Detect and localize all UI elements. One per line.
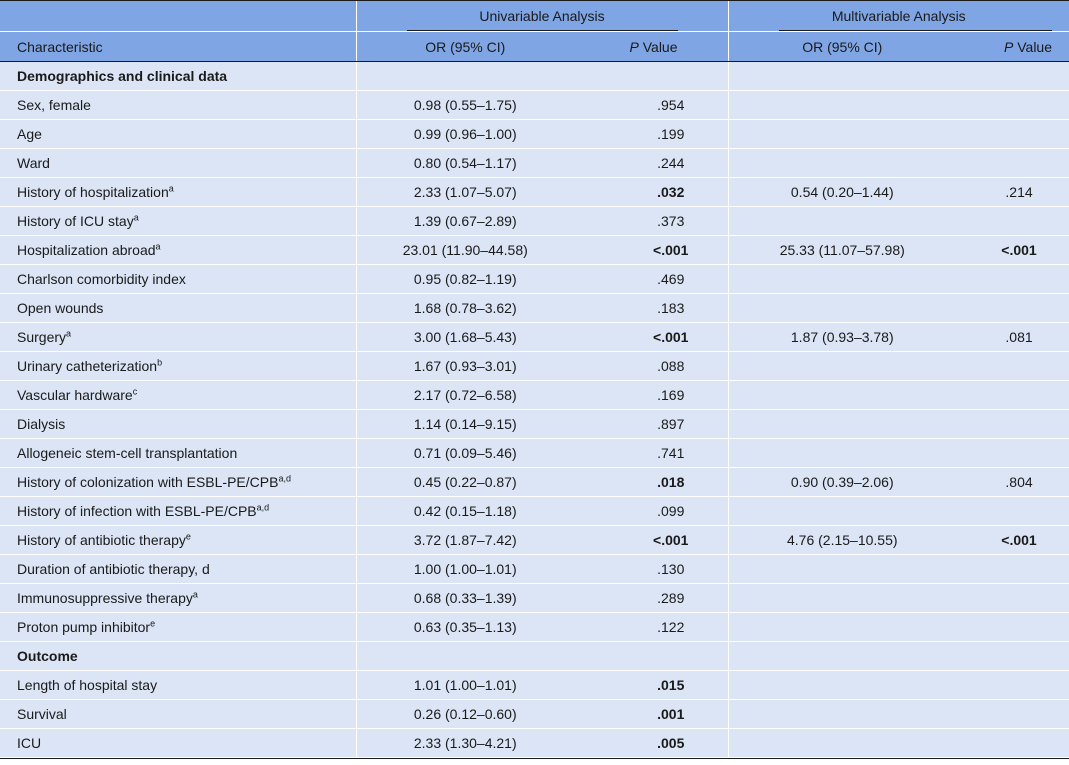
univariable-or-cell [356, 642, 574, 671]
characteristic-cell: History of hospitalization$^a$ [0, 178, 356, 207]
multivariable-p-cell [956, 381, 1069, 410]
univariable-or-cell: 0.26 (0.12–0.60) [356, 700, 574, 729]
characteristic-cell: Duration of antibiotic therapy, d [0, 555, 356, 584]
characteristic-cell: Age [0, 120, 356, 149]
univariable-p-cell: .183 [574, 294, 728, 323]
multivariable-p-cell [956, 700, 1069, 729]
table-row [0, 149, 1069, 178]
characteristic-cell: Immunosuppressive therapy$^a$ [0, 584, 356, 613]
footnote-marker: e [150, 618, 156, 629]
multivariable-or-cell [728, 265, 956, 294]
multivariable-p-cell [956, 671, 1069, 700]
table-row [0, 410, 1069, 439]
univariable-p-cell: .088 [574, 352, 728, 381]
univariable-or-cell: 2.33 (1.07–5.07) [356, 178, 574, 207]
section-row [0, 642, 1069, 671]
section-label: Outcome [0, 642, 356, 671]
characteristic-cell: Survival [0, 700, 356, 729]
univariable-p-cell: .199 [574, 120, 728, 149]
univariable-or-cell: 0.45 (0.22–0.87) [356, 468, 574, 497]
multivariable-or-cell: 25.33 (11.07–57.98) [728, 236, 956, 265]
table-row [0, 700, 1069, 729]
univariable-or-cell: 0.42 (0.15–1.18) [356, 497, 574, 526]
characteristic-cell: Open wounds [0, 294, 356, 323]
multivariable-p-cell [956, 584, 1069, 613]
univariable-p-cell: .469 [574, 265, 728, 294]
table-row [0, 671, 1069, 700]
characteristic-cell: Vascular hardware$^c$ [0, 381, 356, 410]
univariable-p-cell: .373 [574, 207, 728, 236]
characteristic-cell: Dialysis [0, 410, 356, 439]
multivariable-or-cell [728, 352, 956, 381]
univariable-or-cell: 0.63 (0.35–1.13) [356, 613, 574, 642]
characteristic-cell: Allogeneic stem-cell transplantation [0, 439, 356, 468]
table-row [0, 381, 1069, 410]
characteristic-cell: History of colonization with ESBL-PE/CPB$^{a,d}$ [0, 468, 356, 497]
characteristic-cell: Ward [0, 149, 356, 178]
univariable-p-cell: .169 [574, 381, 728, 410]
multivariable-p-cell [956, 62, 1069, 91]
univariable-or-cell: 1.14 (0.14–9.15) [356, 410, 574, 439]
multivariable-p-cell [956, 207, 1069, 236]
characteristic-cell: ICU [0, 729, 356, 758]
multivariable-or-cell [728, 149, 956, 178]
multivariable-p-cell [956, 613, 1069, 642]
multivariable-p-cell [956, 439, 1069, 468]
univariable-or-cell: 3.72 (1.87–7.42) [356, 526, 574, 555]
univariable-p-cell: <.001 [574, 236, 728, 265]
table-row [0, 729, 1069, 758]
characteristic-cell: Surgery$^a$ [0, 323, 356, 352]
multivariable-or-cell [728, 120, 956, 149]
univariable-p-cell: .122 [574, 613, 728, 642]
multivariable-or-cell [728, 613, 956, 642]
footnote-marker: e [185, 531, 191, 542]
multivariable-or-cell [728, 555, 956, 584]
multivariable-underline [779, 30, 1053, 31]
table-row [0, 439, 1069, 468]
univariable-or-cell: 3.00 (1.68–5.43) [356, 323, 574, 352]
table-row [0, 207, 1069, 236]
multivariable-p-cell [956, 729, 1069, 758]
table-row [0, 323, 1069, 352]
univariable-p-cell: .741 [574, 439, 728, 468]
univariable-p-cell: .954 [574, 91, 728, 120]
univariable-p-cell: .130 [574, 555, 728, 584]
characteristic-cell: Charlson comorbidity index [0, 265, 356, 294]
multivariable-or-cell [728, 294, 956, 323]
multivariable-p-cell [956, 265, 1069, 294]
univariable-group-header [356, 1, 728, 32]
characteristic-cell: Proton pump inhibitor$^e$ [0, 613, 356, 642]
univariable-or-cell: 0.98 (0.55–1.75) [356, 91, 574, 120]
univariable-or-cell: 0.80 (0.54–1.17) [356, 149, 574, 178]
univariable-p-cell: .244 [574, 149, 728, 178]
multivariable-or-cell [728, 207, 956, 236]
multivariable-p-cell: <.001 [956, 526, 1069, 555]
univariable-or-header: OR (95% CI) [356, 32, 574, 62]
header-blank [0, 1, 356, 32]
results-table [0, 1, 1069, 758]
multivariable-or-cell [728, 381, 956, 410]
characteristic-cell: History of ICU stay$^a$ [0, 207, 356, 236]
characteristic-cell: Length of hospital stay [0, 671, 356, 700]
multivariable-p-cell [956, 352, 1069, 381]
footnote-marker: a [66, 328, 72, 339]
footnote-marker: a,d [256, 502, 270, 513]
univariable-or-cell: 23.01 (11.90–44.58) [356, 236, 574, 265]
multivariable-p-cell [956, 642, 1069, 671]
multivariable-label: Multivariable Analysis [831, 8, 966, 24]
characteristic-cell: Urinary catheterization$^b$ [0, 352, 356, 381]
table-body [0, 62, 1069, 758]
footnote-marker: b [157, 357, 163, 368]
multivariable-p-cell: .214 [956, 178, 1069, 207]
table-row [0, 236, 1069, 265]
footnote-marker: a [133, 212, 139, 223]
multivariable-p-cell: .804 [956, 468, 1069, 497]
table-row [0, 91, 1069, 120]
univariable-p-cell: .015 [574, 671, 728, 700]
footnote-marker: c [132, 386, 138, 397]
multivariable-or-cell: 4.76 (2.15–10.55) [728, 526, 956, 555]
univariable-p-cell [574, 642, 728, 671]
table-row [0, 613, 1069, 642]
characteristic-cell: Sex, female [0, 91, 356, 120]
multivariable-or-cell [728, 700, 956, 729]
univariable-or-cell: 0.68 (0.33–1.39) [356, 584, 574, 613]
multivariable-or-cell [728, 410, 956, 439]
univariable-p-cell [574, 62, 728, 91]
univariable-p-cell: .289 [574, 584, 728, 613]
table-row [0, 526, 1069, 555]
footnote-marker: a [192, 589, 198, 600]
table-row [0, 497, 1069, 526]
univariable-p-cell: <.001 [574, 526, 728, 555]
univariable-p-cell: .032 [574, 178, 728, 207]
univariable-underline [407, 30, 678, 31]
multivariable-or-cell [728, 642, 956, 671]
multivariable-p-cell [956, 91, 1069, 120]
table-row [0, 265, 1069, 294]
multivariable-or-cell [728, 439, 956, 468]
bottom-rule [0, 758, 1069, 759]
univariable-p-cell: .099 [574, 497, 728, 526]
multivariable-or-cell [728, 91, 956, 120]
multivariable-or-cell: 1.87 (0.93–3.78) [728, 323, 956, 352]
multivariable-p-cell: <.001 [956, 236, 1069, 265]
table-row [0, 120, 1069, 149]
univariable-or-cell: 1.67 (0.93–3.01) [356, 352, 574, 381]
univariable-p-cell: <.001 [574, 323, 728, 352]
univariable-or-cell: 0.95 (0.82–1.19) [356, 265, 574, 294]
footnote-marker: a,d [278, 473, 291, 484]
multivariable-group-header [728, 1, 1069, 32]
multivariable-or-cell [728, 584, 956, 613]
multivariable-p-cell [956, 294, 1069, 323]
multivariable-or-header: OR (95% CI) [728, 32, 956, 62]
univariable-or-cell [356, 62, 574, 91]
multivariable-or-cell [728, 62, 956, 91]
univariable-label: Univariable Analysis [479, 8, 605, 24]
univariable-p-cell: .018 [574, 468, 728, 497]
multivariable-p-cell: .081 [956, 323, 1069, 352]
multivariable-p-cell [956, 149, 1069, 178]
multivariable-p-cell [956, 410, 1069, 439]
footnote-marker: a [155, 241, 161, 252]
table-row [0, 294, 1069, 323]
univariable-or-cell: 1.68 (0.78–3.62) [356, 294, 574, 323]
univariable-or-cell: 2.17 (0.72–6.58) [356, 381, 574, 410]
characteristic-cell: History of infection with ESBL-PE/CPB$^{a,d}$ [0, 497, 356, 526]
univariable-p-header: P Value [574, 32, 728, 62]
multivariable-p-cell [956, 120, 1069, 149]
univariable-or-cell: 1.01 (1.00–1.01) [356, 671, 574, 700]
header-column-row [0, 32, 1069, 62]
table-row [0, 584, 1069, 613]
multivariable-or-cell: 0.54 (0.20–1.44) [728, 178, 956, 207]
univariable-p-cell: .005 [574, 729, 728, 758]
table-row [0, 352, 1069, 381]
multivariable-p-cell [956, 497, 1069, 526]
section-row [0, 62, 1069, 91]
multivariable-or-cell: 0.90 (0.39–2.06) [728, 468, 956, 497]
univariable-or-cell: 1.00 (1.00–1.01) [356, 555, 574, 584]
header-group-row [0, 1, 1069, 32]
characteristic-header: Characteristic [0, 32, 356, 62]
univariable-or-cell: 0.71 (0.09–5.46) [356, 439, 574, 468]
univariable-p-cell: .897 [574, 410, 728, 439]
multivariable-or-cell [728, 729, 956, 758]
multivariable-or-cell [728, 497, 956, 526]
characteristic-cell: History of antibiotic therapy$^e$ [0, 526, 356, 555]
multivariable-or-cell [728, 671, 956, 700]
section-label: Demographics and clinical data [0, 62, 356, 91]
characteristic-cell: Hospitalization abroad$^a$ [0, 236, 356, 265]
table-row [0, 555, 1069, 584]
univariable-p-cell: .001 [574, 700, 728, 729]
footnote-marker: a [168, 183, 174, 194]
table-row [0, 468, 1069, 497]
table-row [0, 178, 1069, 207]
univariable-or-cell: 0.99 (0.96–1.00) [356, 120, 574, 149]
multivariable-p-header: P Value [956, 32, 1069, 62]
univariable-or-cell: 2.33 (1.30–4.21) [356, 729, 574, 758]
multivariable-p-cell [956, 555, 1069, 584]
univariable-or-cell: 1.39 (0.67–2.89) [356, 207, 574, 236]
